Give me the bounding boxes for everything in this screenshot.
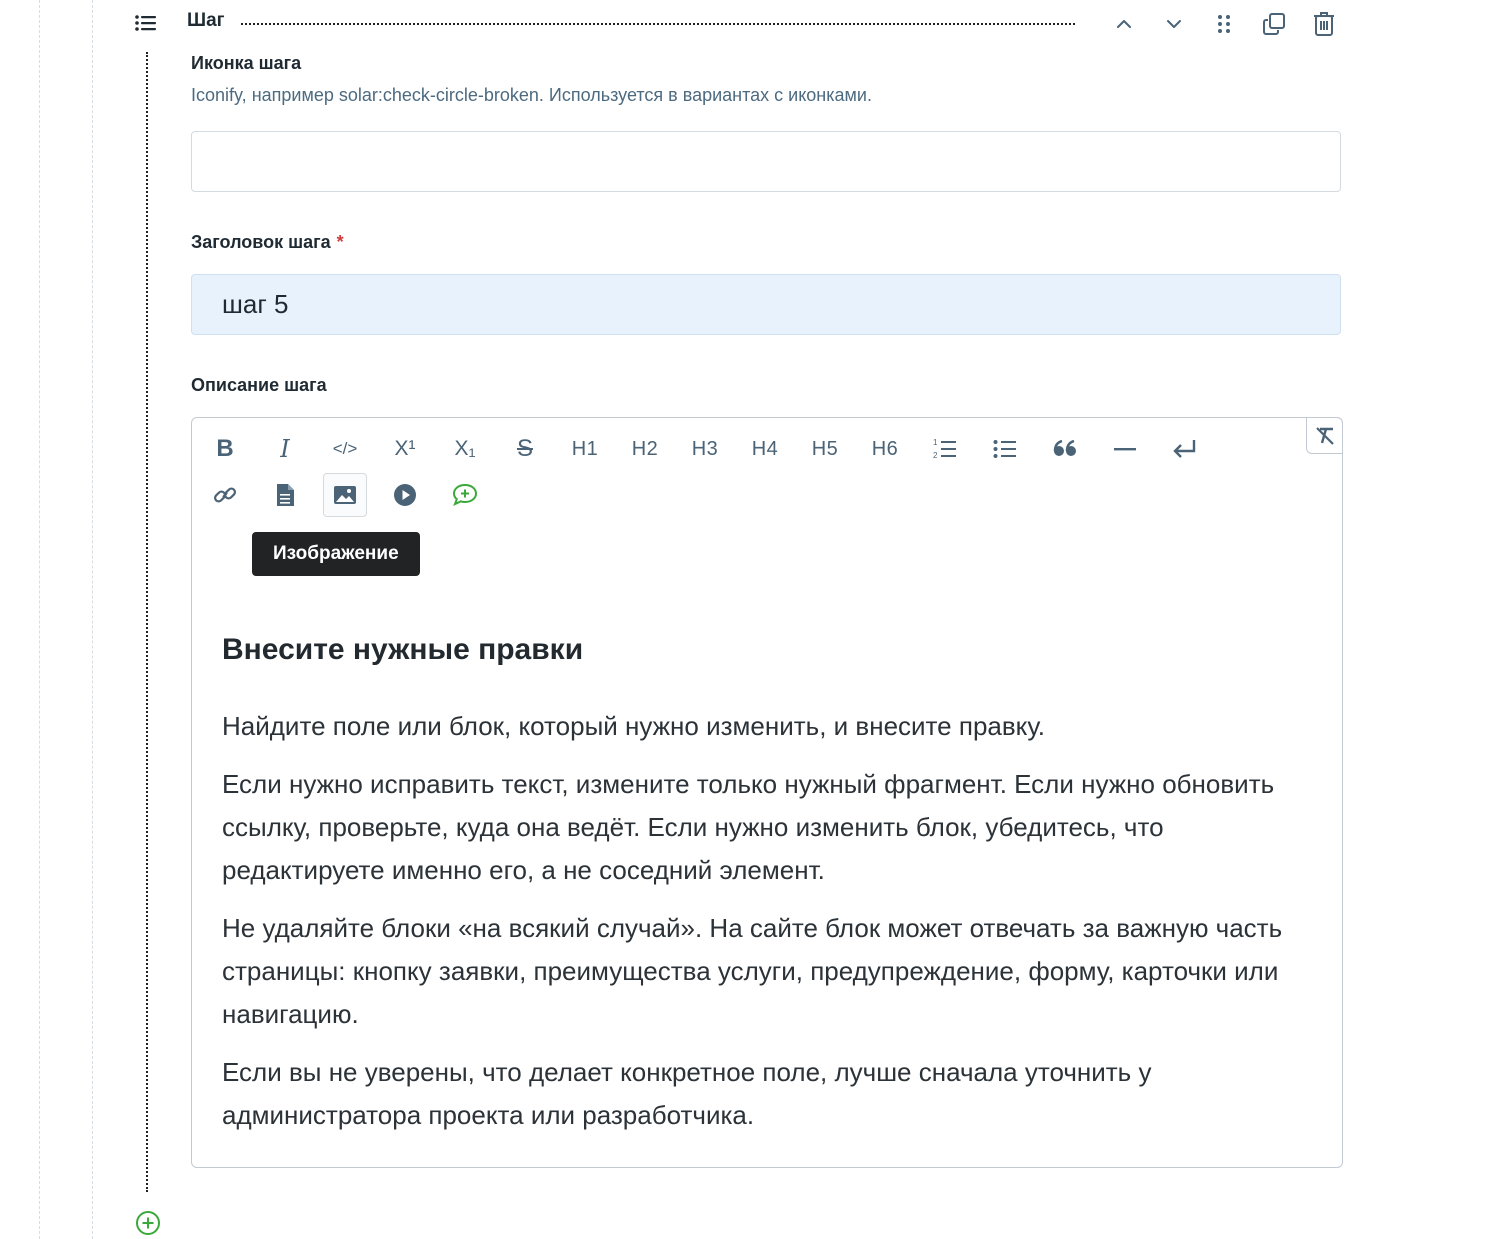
bullet-list-icon bbox=[993, 438, 1017, 460]
move-down-button[interactable] bbox=[1158, 8, 1190, 40]
minus-icon bbox=[1114, 447, 1136, 451]
h5-button[interactable]: H5 bbox=[811, 437, 839, 460]
copy-icon bbox=[1262, 12, 1286, 36]
title-field-label bbox=[191, 232, 344, 253]
enter-icon bbox=[1172, 439, 1198, 459]
format-clear-icon bbox=[1314, 425, 1336, 447]
image-button[interactable] bbox=[323, 473, 367, 517]
trash-icon bbox=[1313, 11, 1335, 37]
video-button[interactable] bbox=[383, 473, 427, 517]
quote-icon bbox=[1053, 440, 1077, 458]
nesting-line bbox=[146, 52, 148, 1192]
nesting-guide-outer bbox=[39, 0, 40, 1239]
play-icon bbox=[393, 483, 417, 507]
ordered-list-icon bbox=[933, 438, 957, 460]
add-step-icon[interactable] bbox=[135, 1210, 161, 1236]
icon-field-label: Иконка шага bbox=[191, 53, 302, 73]
bold-button[interactable]: B bbox=[216, 435, 234, 462]
duplicate-button[interactable] bbox=[1258, 8, 1290, 40]
drag-dots-icon bbox=[1216, 13, 1232, 35]
nesting-guide-inner bbox=[92, 0, 93, 1239]
blockquote-button[interactable] bbox=[1043, 427, 1087, 471]
ordered-list-button[interactable] bbox=[923, 427, 967, 471]
header-divider bbox=[241, 23, 1075, 25]
link-button[interactable] bbox=[203, 473, 247, 517]
svg-text:1: 1 bbox=[933, 438, 938, 447]
horizontal-rule-button[interactable] bbox=[1103, 427, 1147, 471]
bullet-list-button[interactable] bbox=[983, 427, 1027, 471]
required-mark: * bbox=[336, 232, 344, 252]
icon-field-input[interactable] bbox=[191, 131, 1341, 192]
delete-button[interactable] bbox=[1308, 8, 1340, 40]
block-header bbox=[0, 0, 1494, 48]
link-icon bbox=[213, 483, 237, 507]
editor-content[interactable] bbox=[222, 628, 1322, 1152]
description-field-label: Описание шага bbox=[191, 375, 327, 395]
strike-button[interactable]: S bbox=[516, 435, 533, 462]
code-button[interactable]: </> bbox=[332, 439, 358, 458]
chevron-down-icon bbox=[1165, 15, 1183, 33]
add-comment-button[interactable] bbox=[443, 473, 487, 517]
h1-button[interactable]: H1 bbox=[571, 437, 599, 460]
hard-break-button[interactable] bbox=[1163, 427, 1207, 471]
italic-button[interactable]: I bbox=[280, 435, 290, 463]
title-field-label-text: Заголовок шага bbox=[191, 232, 331, 252]
rich-text-editor bbox=[191, 417, 1343, 1168]
content-paragraph: Если вы не уверены, что делает конкретное поле, лучше сначала уточнить у администратора проекта или разработчика. bbox=[222, 1057, 1152, 1130]
content-paragraph: Найдите поле или блок, который нужно изменить, и внесите правку. bbox=[222, 711, 1045, 741]
clear-formatting-button[interactable] bbox=[1306, 417, 1343, 454]
drag-handle[interactable] bbox=[1208, 8, 1240, 40]
icon-field-hint: Iconify, например solar:check-circle-broken. Используется в вариантах с иконками. bbox=[191, 85, 872, 105]
title-field-input[interactable] bbox=[191, 274, 1341, 335]
block-title: Шаг bbox=[187, 10, 225, 31]
h2-button[interactable]: H2 bbox=[631, 437, 659, 460]
list-icon bbox=[133, 11, 159, 37]
superscript-button[interactable]: X¹ bbox=[394, 437, 416, 460]
document-button[interactable] bbox=[263, 473, 307, 517]
content-paragraph: Если нужно исправить текст, измените только нужный фрагмент. Если нужно обновить ссылку, проверьте, куда она ведёт. Если нужно изменить блок, убедитесь, что редактируете именно его, а не соседний элемент. bbox=[222, 769, 1275, 885]
h3-button[interactable]: H3 bbox=[691, 437, 719, 460]
content-heading: Внесите нужные правки bbox=[222, 633, 584, 666]
h6-button[interactable]: H6 bbox=[871, 437, 899, 460]
image-tooltip: Изображение bbox=[252, 532, 420, 576]
content-paragraph: Не удаляйте блоки «на всякий случай». На сайте блок может отвечать за важную часть страницы: кнопку заявки, преимущества услуги, предупреждение, форму, карточки или навигацию. bbox=[222, 913, 1283, 1029]
h4-button[interactable]: H4 bbox=[751, 437, 779, 460]
document-icon bbox=[275, 483, 295, 507]
move-up-button[interactable] bbox=[1108, 8, 1140, 40]
comment-plus-icon bbox=[452, 483, 478, 507]
chevron-up-icon bbox=[1115, 15, 1133, 33]
image-icon bbox=[333, 485, 357, 505]
subscript-button[interactable]: X₁ bbox=[454, 437, 476, 460]
svg-text:2: 2 bbox=[933, 451, 938, 460]
